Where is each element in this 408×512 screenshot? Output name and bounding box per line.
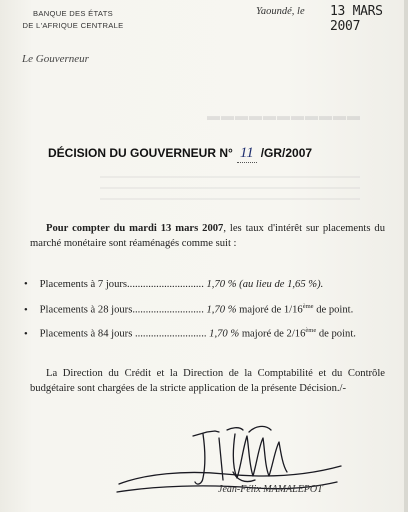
ghost-line [100, 176, 360, 178]
rate-note: (au lieu de 1,65 %). [236, 279, 324, 290]
closing-paragraph [30, 367, 385, 396]
ghost-line [100, 187, 360, 189]
rate-value: 1,70 % [206, 279, 237, 290]
intro-text: , les taux d'intérêt sur placements du marché monétaire sont réaménagés comme suit : [30, 223, 385, 249]
rate-label: Placements à 28 jours........................... [39, 304, 204, 316]
rate-value: 1,70 % [206, 304, 237, 316]
signer-name: Jean-Félix MAMALEPOT [218, 484, 323, 495]
bank-official-title: Le Gouverneur [22, 53, 89, 65]
bullet-icon: • [24, 279, 28, 290]
decision-title-suffix: /GR/2007 [260, 146, 313, 160]
date-stamp: 13 MARS 2007 [330, 4, 383, 34]
rate-note-end: de point. [313, 304, 354, 316]
rate-item-7-days [24, 279, 323, 290]
page-edge-shadow [404, 0, 408, 512]
closing-text: La Direction du Crédit et la Direction de la Comptabilité et du Contrôle budgétaire sont chargées de la stricte application de la présente Décision./- [30, 368, 385, 394]
bullet-icon: • [24, 304, 28, 316]
rate-note-superscript: ème [302, 303, 314, 310]
rate-note: majoré de 1/16 [236, 304, 303, 316]
bleed-through-lines [100, 176, 360, 209]
bank-name-line2: DE L'AFRIQUE CENTRALE [22, 21, 124, 30]
rate-item-28-days [24, 303, 353, 316]
rate-note: majoré de 2/16 [239, 328, 306, 340]
intro-paragraph [30, 222, 385, 251]
ghost-line [100, 198, 360, 200]
decision-title-prefix: DÉCISION DU GOUVERNEUR N° [48, 146, 233, 160]
bleed-through-text: ▬▬▬▬▬▬▬▬▬▬▬ [206, 108, 360, 123]
bank-name-line1: BANQUE DES ÉTATS [32, 9, 114, 18]
rate-note-end: de point. [316, 328, 356, 340]
decision-number: 11 [237, 145, 257, 163]
intro-effective-date: Pour compter du mardi 13 mars 2007 [46, 223, 224, 234]
decision-title [48, 145, 312, 163]
rate-label: Placements à 7 jours............................. [39, 279, 204, 290]
rate-label: Placements à 84 jours ........................... [39, 328, 207, 340]
place-label: Yaoundé, le [256, 6, 305, 17]
rate-item-84-days [24, 327, 356, 340]
bullet-icon: • [24, 328, 28, 340]
rate-value: 1,70 % [209, 328, 240, 340]
rate-note-superscript: ème [305, 327, 317, 334]
